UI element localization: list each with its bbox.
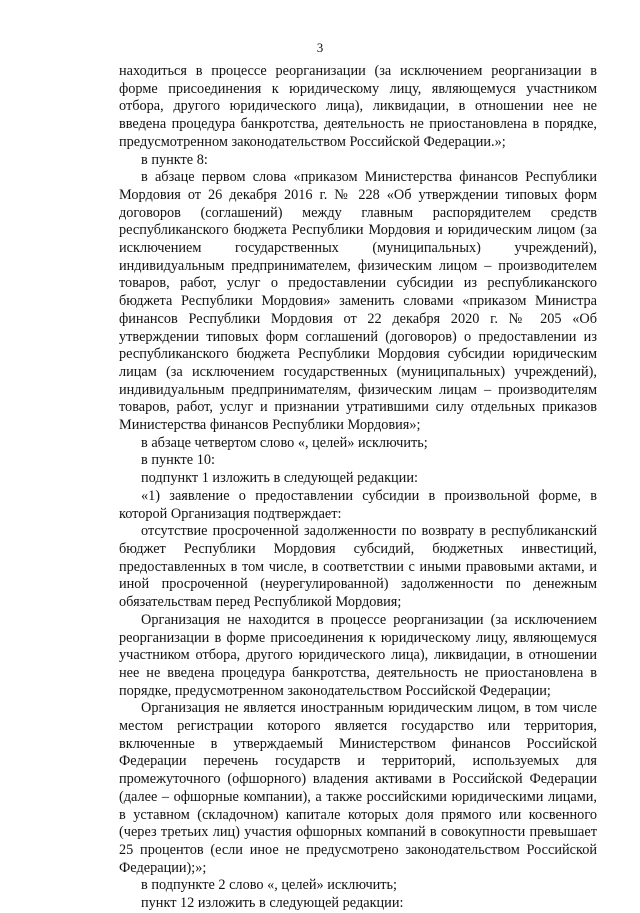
paragraph: в пункте 10:: [141, 452, 215, 469]
paragraph: «1) заявление о предоставлении субсидии в произвольной форме, в которой Организация подтверждает:: [119, 487, 597, 522]
paragraph: в пункте 8:: [141, 151, 208, 168]
paragraph: в абзаце первом слова «приказом Министерства финансов Республики Мордовия от 26 декабря 2016 г. № 228 «Об утверждении типовых форм договоров (соглашений) между главным распорядителем средств республиканского бюджета Республики Мордовия и юридическим лицом (за исключением государственных (муниципальных) учреждений), индивидуальным предпринимателем, физическим лицом – производителем товаров, работ, услуг о предоставлении субсидии из республиканского бюджета Республики Мордовия» заменить словами «приказом Министра финансов Республики Мордовия от 22 декабря 2020 г. № 205 «Об утверждении типовых форм соглашений (договоров) о предоставлении из республиканского бюджета Республики Мордовия субсидии юридическим лицам (за исключением государственных (муниципальных) учреждений), индивидуальным предпринимателям, физическим лицам – производителям товаров, работ, услуг и признании утратившими силу отдельных приказов Министерства финансов Республики Мордовия»;: [119, 169, 597, 434]
paragraph: находиться в процессе реорганизации (за исключением реорганизации в форме присоединения к юридическому лицу, являющемуся участником отбора, другого юридического лица), ликвидации, в отношении нее не введена процедура банкротства, деятельность не приостановлена в порядке, предусмотренном законодательством Российской Федерации.»;: [119, 63, 597, 150]
paragraph: в подпункте 2 слово «, целей» исключить;: [141, 877, 398, 894]
paragraph: Организация не является иностранным юридическим лицом, в том числе местом регистрации которого является государство или территория, включенные в утверждаемый Министерством финансов Российской Федерации перечень государств и территорий, используемых для промежуточного (офшорного) владения активами в Российской Федерации (далее – офшорные компании), а также российскими юридическими лицами, в уставном (складочном) капитале которых доля прямого или косвенного (через третьих лиц) участия офшорных компаний в совокупности превышает 25 процентов (если иное не предусмотрено законодательством Российской Федерации);»;: [119, 700, 597, 876]
paragraph: Организация не находится в процессе реорганизации (за исключением реорганизации в форме присоединения к юридическому лицу, являющемуся участником отбора, другого юридического лица), ликвидации, в отношении нее не введена процедура банкротства, деятельность не приостановлена в порядке, предусмотренном законодательством Российской Федерации;: [119, 611, 597, 699]
paragraph: в абзаце четвертом слово «, целей» исключить;: [141, 434, 428, 451]
paragraph: подпункт 1 изложить в следующей редакции:: [141, 470, 418, 487]
page-number: 3: [316, 40, 324, 55]
document-body: [119, 63, 597, 913]
paragraph: отсутствие просроченной задолженности по возврату в республиканский бюджет Республики Мордовия субсидий, бюджетных инвестиций, предоставленных в том числе, в соответствии с иными правовыми актами, и иной просроченной (неурегулированной) задолженности по денежным обязательствам перед Республикой Мордовия;: [119, 523, 597, 611]
paragraph: пункт 12 изложить в следующей редакции:: [141, 895, 404, 912]
